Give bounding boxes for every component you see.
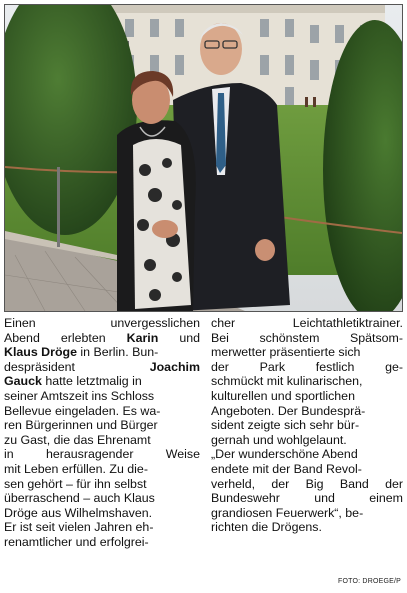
name-highlight: Klaus Dröge — [4, 345, 77, 360]
text-line: merwetter präsentierte sich — [211, 345, 361, 360]
text-line: der Park festlich ge- — [211, 359, 403, 374]
text-line: grandiosen Feuerwerk“, be- — [211, 505, 364, 520]
text-line: despräsident Joachim — [4, 359, 200, 374]
text-line: seiner Amtszeit ins Schloss — [4, 388, 155, 403]
article-text-left-column — [4, 316, 200, 550]
text-line: Einen unvergesslichen — [4, 316, 200, 330]
article-text-right-column — [211, 316, 403, 535]
name-highlight: Karin — [126, 330, 159, 345]
name-highlight: Joachim — [149, 359, 200, 374]
text-line: „Der wunderschöne Abend — [211, 447, 358, 462]
name-highlight: Gauck — [4, 374, 42, 389]
photo-credit: FOTO: DROEGE/P — [338, 578, 401, 585]
text-line: richten die Drögens. — [211, 520, 322, 535]
text-line: endete mit der Band Revol- — [211, 461, 362, 476]
text-line: überraschend – auch Klaus — [4, 491, 155, 506]
text-line: Bei schönstem Spätsom- — [211, 330, 403, 345]
text-line: schmückt mit kulinarischen, — [211, 374, 363, 389]
text-line: sident zeigte sich sehr bür- — [211, 418, 360, 433]
article-photo — [4, 4, 403, 312]
text-line: Er ist seit vielen Jahren eh- — [4, 520, 154, 535]
text-line: Bundeswehr und einem — [211, 491, 403, 506]
text-line: zu Gast, die das Ehrenamt — [4, 432, 151, 447]
text-line: verheld, der Big Band der — [211, 476, 403, 491]
text-line: Abend erlebten Karin und — [4, 330, 200, 345]
text-line: sen gehört – für ihn selbst — [4, 476, 147, 491]
photo-couple-at-schloss-bellevue — [5, 5, 402, 311]
text-line: Gauck hatte letztmalig in — [4, 374, 142, 389]
text-line: Klaus Dröge in Berlin. Bun- — [4, 345, 159, 360]
text-line: Dröge aus Wilhelmshaven. — [4, 505, 153, 520]
text-line: mit Leben erfüllen. Zu die- — [4, 461, 148, 476]
text-line: Angeboten. Der Bundesprä- — [211, 403, 366, 418]
text-line: renamtlicher und erfolgrei- — [4, 534, 149, 549]
text-line: Bellevue eingeladen. Es wa- — [4, 403, 161, 418]
text-line: kulturellen und sportlichen — [211, 388, 355, 403]
text-line: gernah und wohlgelaunt. — [211, 432, 347, 447]
text-line: ren Bürgerinnen und Bürger — [4, 418, 158, 433]
text-line: in herausragender Weise — [4, 447, 200, 462]
text-line: cher Leichtathletiktrainer. — [211, 316, 403, 330]
